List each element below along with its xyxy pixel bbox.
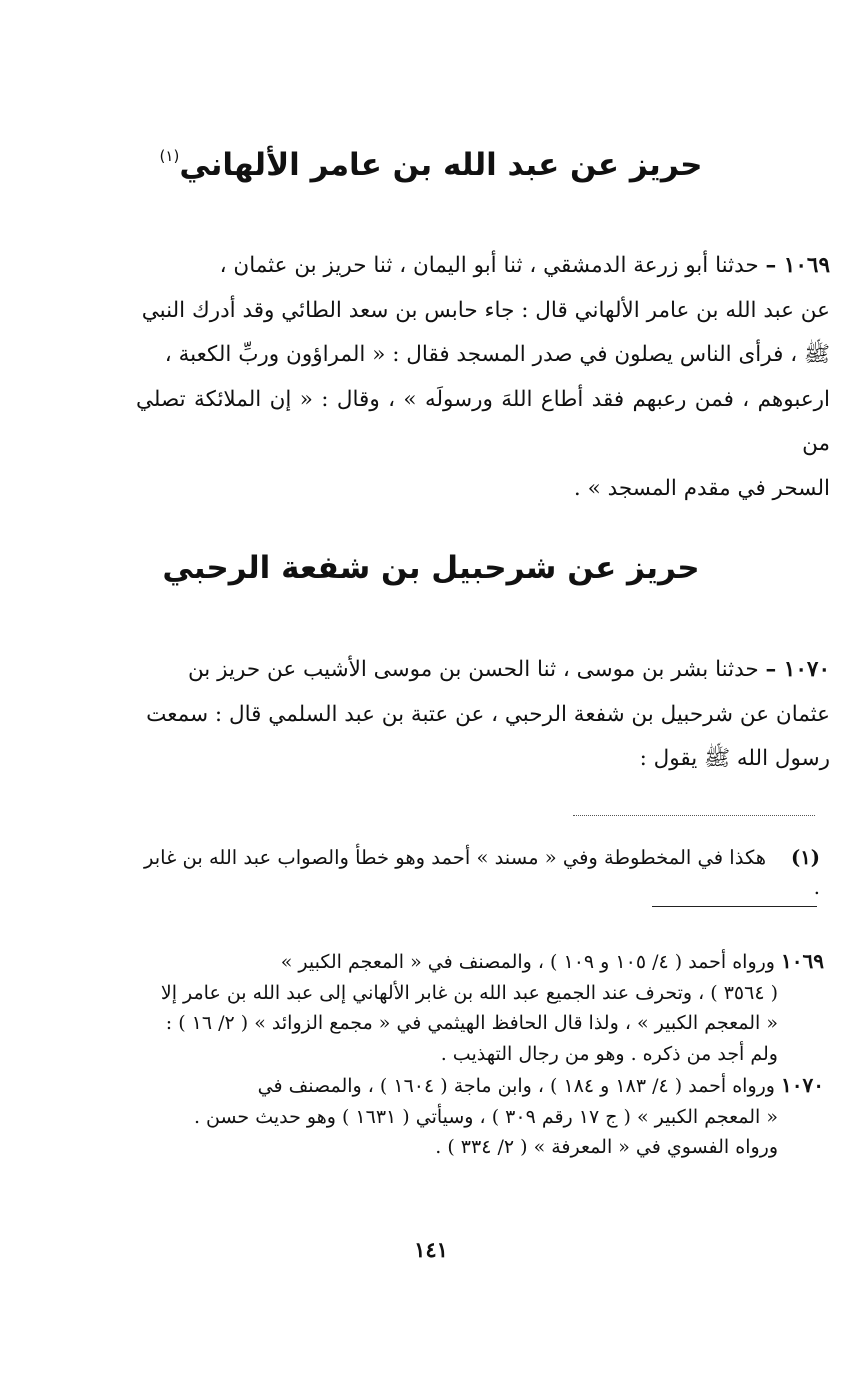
heading-1-footnote-marker: (١) [159,147,180,165]
note-1070-line-2: « المعجم الكبير » ( ج ١٧ رقم ٣٠٩ ) ، وسيأتي ( ١٦٣١ ) وهو حديث حسن . [193,1105,778,1128]
hadith-1069-line-4: ارعبوهم ، فمن رعبهم فقد أطاع اللهَ ورسولَه » ، وقال : « إن الملائكة تصلي من [136,386,830,456]
heading-2-text: حريز عن شرحبيل بن شفعة الرحبي [162,550,700,586]
footnote-marker: (١) [791,846,820,869]
note-1069 [142,946,824,1069]
note-1070-text-1: ورواه أحمد ( ٤/ ١٨٣ و ١٨٤ ) ، وابن ماجة ( ١٦٠٤ ) ، والمصنف في [257,1075,775,1097]
hadith-1069-line-3: ﷺ ، فرأى الناس يصلون في صدر المسجد فقال : « المراؤون وربِّ الكعبة ، [164,342,830,367]
footnote-separator [573,815,815,816]
editor-notes [142,946,824,1164]
hadith-1070-line-3: رسول الله ﷺ يقول : [639,746,830,771]
hadith-1070 [136,648,830,782]
note-1069-line-2: ( ٣٥٦٤ ) ، وتحرف عند الجميع عبد الله بن غابر الألهاني إلى عبد الله بن عامر إلا [160,981,778,1004]
hadith-1070-line-2: عثمان عن شرحبيل بن شفعة الرحبي ، عن عتبة بن عبد السلمي قال : سمعت [146,701,830,727]
hadith-1069-line-1: حدثنا أبو زرعة الدمشقي ، ثنا أبو اليمان ، ثنا حريز بن عثمان ، [219,253,759,278]
hadith-1069-line-5: السحر في مقدم المسجد » . [573,475,830,501]
hadith-1069-line [136,244,830,289]
hadith-1069 [136,244,830,511]
hadith-1069-number: ١٠٦٩ – [765,253,830,278]
note-1069-line-3: « المعجم الكبير » ، ولذا قال الحافظ الهيثمي في « مجمع الزوائد » ( ٢/ ١٦ ) : [165,1012,778,1034]
hadith-1070-line-1: حدثنا بشر بن موسى ، ثنا الحسن بن موسى الأشيب عن حريز بن [187,657,759,682]
note-1069-line-4: ولم أجد من ذكره . وهو من رجال التهذيب . [440,1042,778,1065]
note-1069-number: ١٠٦٩ [781,949,824,973]
hadith-1070-line [136,648,830,693]
note-1070-line-3: ورواه الفسوي في « المعرفة » ( ٢/ ٣٣٤ ) . [435,1136,778,1158]
footnote [136,843,820,903]
section-heading-2 [0,550,862,586]
note-1070-line-1 [142,1070,824,1102]
heading-1-text: حريز عن عبد الله بن عامر الألهاني [179,147,703,183]
page-number: ١٤١ [414,1237,448,1262]
note-1070 [142,1070,824,1163]
note-1070-number: ١٠٧٠ [781,1073,824,1097]
section-heading-1 [0,147,862,183]
note-1069-line-1 [142,946,824,978]
hadith-1069-line-2: عن عبد الله بن عامر الألهاني قال : جاء حابس بن سعد الطائي وقد أدرك النبي [141,297,830,323]
note-1069-text-1: ورواه أحمد ( ٤/ ١٠٥ و ١٠٩ ) ، والمصنف في « المعجم الكبير » [280,951,775,973]
footnote-text: هكذا في المخطوطة وفي « مسند » أحمد وهو خطأ والصواب عبد الله بن غابر . [143,846,820,899]
notes-separator [652,906,817,907]
hadith-1070-number: ١٠٧٠ – [765,657,830,682]
